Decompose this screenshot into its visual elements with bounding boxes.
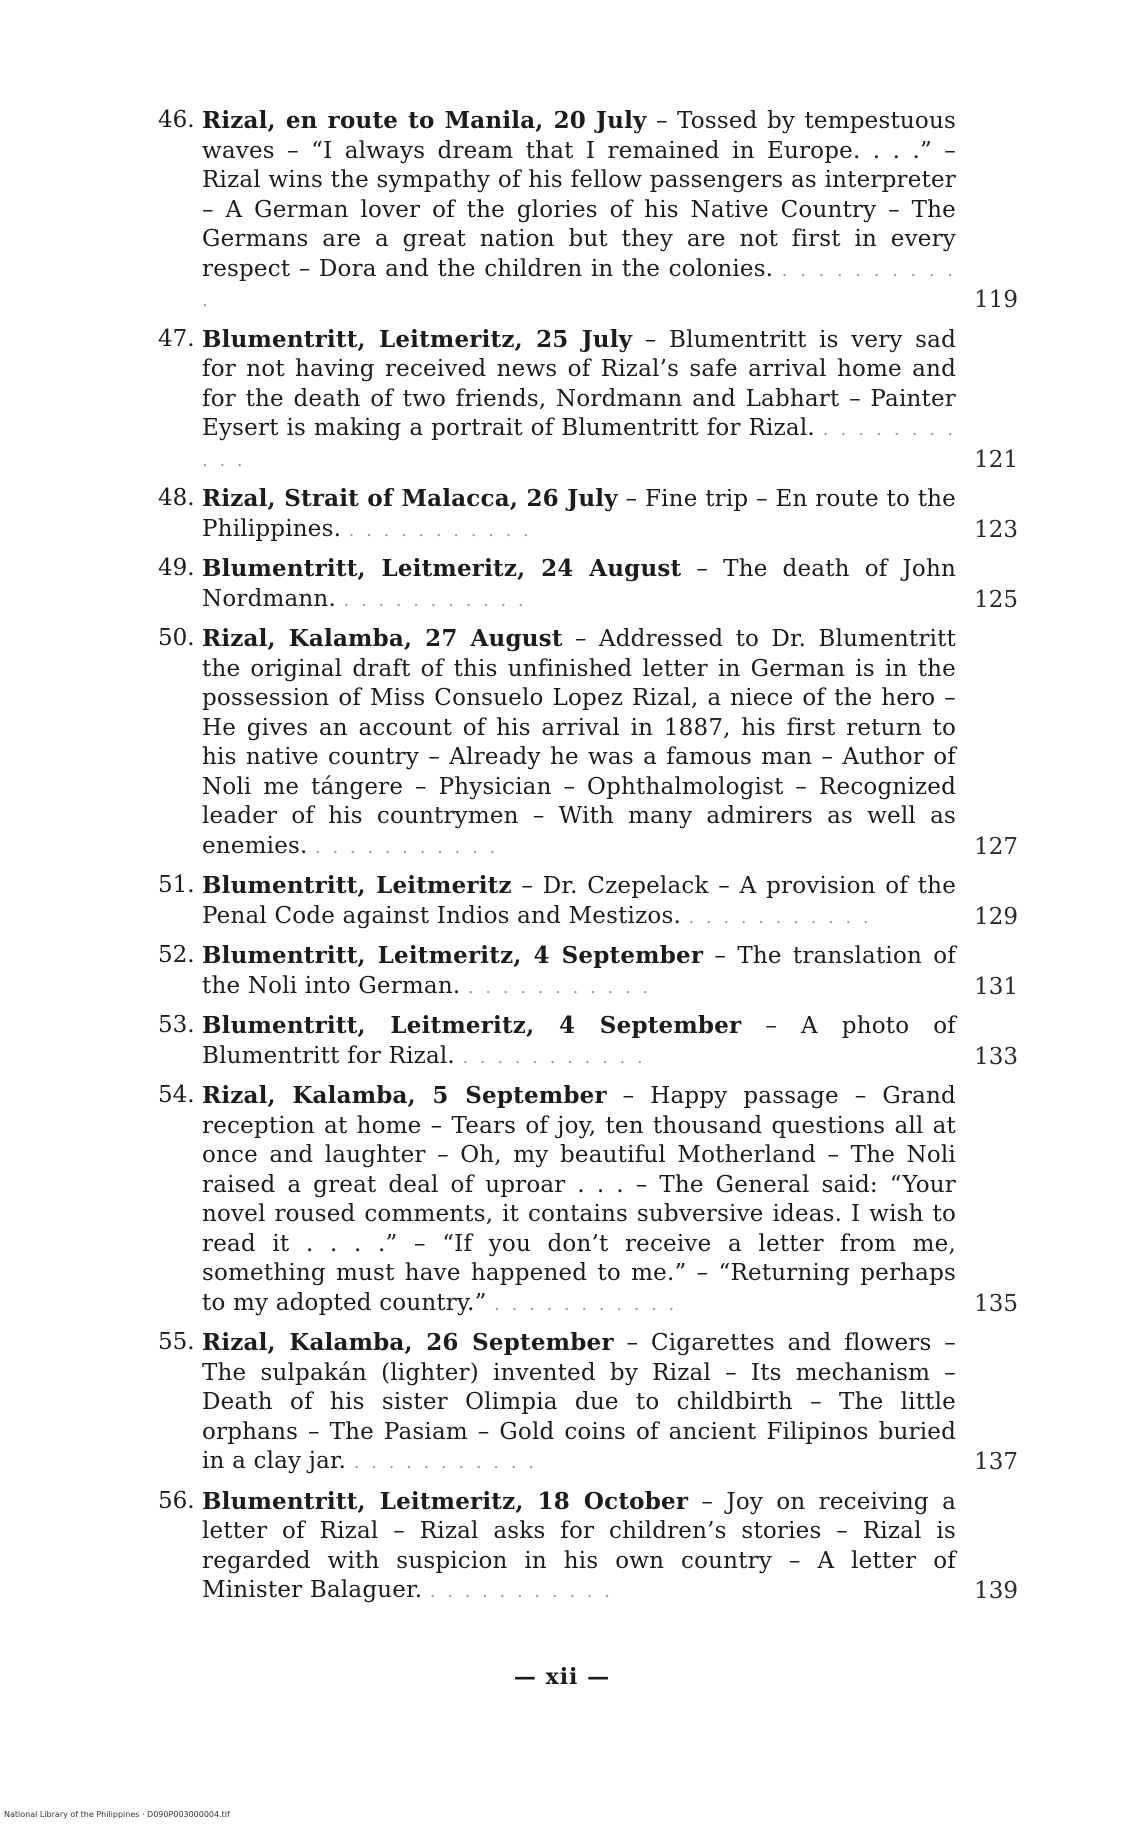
entry-summary: – The death of John Nordmann. bbox=[202, 556, 956, 612]
entry-number: 50. bbox=[158, 625, 195, 651]
table-of-contents bbox=[158, 106, 1018, 1607]
entry-number: 53. bbox=[158, 1012, 195, 1038]
entry-number: 52. bbox=[158, 942, 195, 968]
toc-entry-53 bbox=[158, 1011, 1018, 1072]
page-number: 123 bbox=[974, 516, 1018, 543]
entry-number: 54. bbox=[158, 1082, 195, 1108]
toc-entry-49 bbox=[158, 554, 1018, 615]
entry-heading: Rizal, Kalamba, 26 September bbox=[202, 1329, 614, 1356]
page-number: 129 bbox=[974, 903, 1018, 930]
entry-heading: Rizal, Strait of Malacca, 26 July bbox=[202, 485, 618, 512]
page-number: 119 bbox=[974, 287, 1018, 313]
dot-leader: . . . . . . . . . . . bbox=[353, 1452, 537, 1473]
entry-summary: – Dr. Czepelack – A provision of the Penal Code against Indios and Mestizos. bbox=[202, 873, 957, 929]
entry-number: 55. bbox=[158, 1329, 195, 1355]
dot-leader: . . . . . . . . . . . bbox=[462, 1046, 646, 1068]
entry-description bbox=[202, 624, 956, 862]
page-number: 137 bbox=[974, 1449, 1018, 1475]
entry-summary: – Joy on receiving a letter of Rizal – Rizal asks for children’s stories – Rizal is regarded with suspicion in his own country – A letter of Minister Balaguer. bbox=[202, 1488, 956, 1603]
entry-summary: – Happy passage – Grand reception at home – Tears of joy, ten thousand questions all at once and laughter – Oh, my beautiful Motherland – The Noli raised a great deal of uproar . . . – The General said: “Your novel roused comments, it contains subversive ideas. I wish to read it . . . .” – “If you don’t receive a letter from me, something must have happened to me.” – “Returning perhaps to my adopted country.” bbox=[202, 1083, 956, 1316]
page-number: 121 bbox=[974, 446, 1018, 473]
entry-heading: Blumentritt, Leitmeritz, 25 July bbox=[202, 325, 633, 353]
page-number: 127 bbox=[974, 833, 1018, 860]
toc-entry-46 bbox=[158, 106, 1018, 316]
page-number: 131 bbox=[974, 973, 1018, 1000]
page-number: 139 bbox=[974, 1578, 1018, 1604]
dot-leader: . . . . . . . . . . . bbox=[467, 976, 652, 998]
toc-entry-47 bbox=[158, 325, 1018, 476]
entry-summary: – A photo of Blumentritt for Rizal. bbox=[202, 1013, 956, 1069]
entry-summary: – Tossed by tempestuous waves – “I always dream that I remained in Europe. . . .” – Rizal wins the sympathy of his fellow passengers as interpreter – A German lover of the glories of his Native Country – The Germans are a great nation but they are not first in every respect – Dora and the children in the colonies. bbox=[202, 108, 956, 282]
folio-page-number: — xii — bbox=[513, 1664, 611, 1690]
entry-number: 49. bbox=[158, 555, 195, 581]
dot-leader: . . . . . . . . . . . bbox=[202, 259, 956, 311]
entry-description bbox=[202, 484, 956, 545]
toc-entry-50 bbox=[158, 624, 1018, 862]
dot-leader: . . . . . . . . . . . bbox=[202, 419, 956, 471]
dot-leader: . . . . . . . . . . . bbox=[494, 1293, 678, 1315]
entry-heading: Rizal, Kalamba, 5 September bbox=[202, 1082, 607, 1109]
entry-number: 48. bbox=[158, 485, 195, 511]
entry-description bbox=[202, 325, 956, 476]
toc-entry-54 bbox=[158, 1081, 1018, 1319]
toc-entry-48 bbox=[158, 484, 1018, 545]
dot-leader: . . . . . . . . . . . bbox=[315, 836, 499, 858]
entry-heading: Blumentritt, Leitmeritz, 4 September bbox=[202, 942, 704, 969]
entry-description bbox=[202, 1011, 956, 1072]
entry-description bbox=[202, 1487, 956, 1607]
toc-entry-56 bbox=[158, 1487, 1018, 1607]
dot-leader: . . . . . . . . . . . bbox=[429, 1581, 613, 1602]
entry-number: 46. bbox=[158, 107, 195, 133]
entry-description bbox=[202, 1328, 956, 1478]
entry-description bbox=[202, 106, 956, 316]
entry-summary: – Cigarettes and flowers – The sulpakán (lighter) invented by Rizal – Its mechanism – Death of his sister Olimpia due to childbirth – The little orphans – The Pasiam – Gold coins of ancient Filipinos buried in a clay jar. bbox=[202, 1330, 956, 1474]
toc-entry-51 bbox=[158, 871, 1018, 932]
scan-credit: National Library of the Philippines · D090P003000004.tif bbox=[4, 1810, 230, 1819]
page-number: 135 bbox=[974, 1290, 1018, 1317]
entry-summary: – Fine trip – En route to the Philippines. bbox=[202, 486, 956, 542]
entry-heading: Blumentritt, Leitmeritz bbox=[202, 872, 512, 899]
entry-summary: – The translation of the Noli into German. bbox=[202, 943, 956, 999]
entry-number: 47. bbox=[158, 325, 195, 352]
page-number: 133 bbox=[974, 1043, 1018, 1070]
entry-heading: Blumentritt, Leitmeritz, 18 October bbox=[202, 1487, 689, 1515]
entry-summary: – Addressed to Dr. Blumentritt the original draft of this unfinished letter in German is in the possession of Miss Consuelo Lopez Rizal, a niece of the hero – He gives an account of his arrival in 1887, his first return to his native country – Already he was a famous man – Author of Noli me tángere – Physician – Ophthalmologist – Recognized leader of his countrymen – With many admirers as well as enemies. bbox=[202, 626, 956, 859]
entry-heading: Blumentritt, Leitmeritz, 4 September bbox=[202, 1012, 742, 1039]
entry-description bbox=[202, 554, 956, 615]
toc-entry-52 bbox=[158, 941, 1018, 1002]
page-number: 125 bbox=[974, 586, 1018, 613]
entry-description bbox=[202, 941, 956, 1002]
dot-leader: . . . . . . . . . . . bbox=[348, 519, 532, 541]
entry-summary: – Blumentritt is very sad for not having received news of Rizal’s safe arrival home and for the death of two friends, Nordmann and Labhart – Painter Eysert is making a portrait of Blumentritt for Rizal. bbox=[202, 326, 956, 441]
entry-description bbox=[202, 1081, 956, 1319]
entry-number: 56. bbox=[158, 1487, 195, 1514]
entry-description bbox=[202, 871, 956, 932]
toc-entry-55 bbox=[158, 1328, 1018, 1478]
dot-leader: . . . . . . . . . . . bbox=[688, 906, 872, 928]
entry-heading: Rizal, Kalamba, 27 August bbox=[202, 625, 563, 652]
entry-heading: Blumentritt, Leitmeritz, 24 August bbox=[202, 555, 682, 582]
entry-heading: Rizal, en route to Manila, 20 July bbox=[202, 107, 647, 134]
dot-leader: . . . . . . . . . . . bbox=[343, 589, 527, 611]
entry-number: 51. bbox=[158, 872, 195, 898]
